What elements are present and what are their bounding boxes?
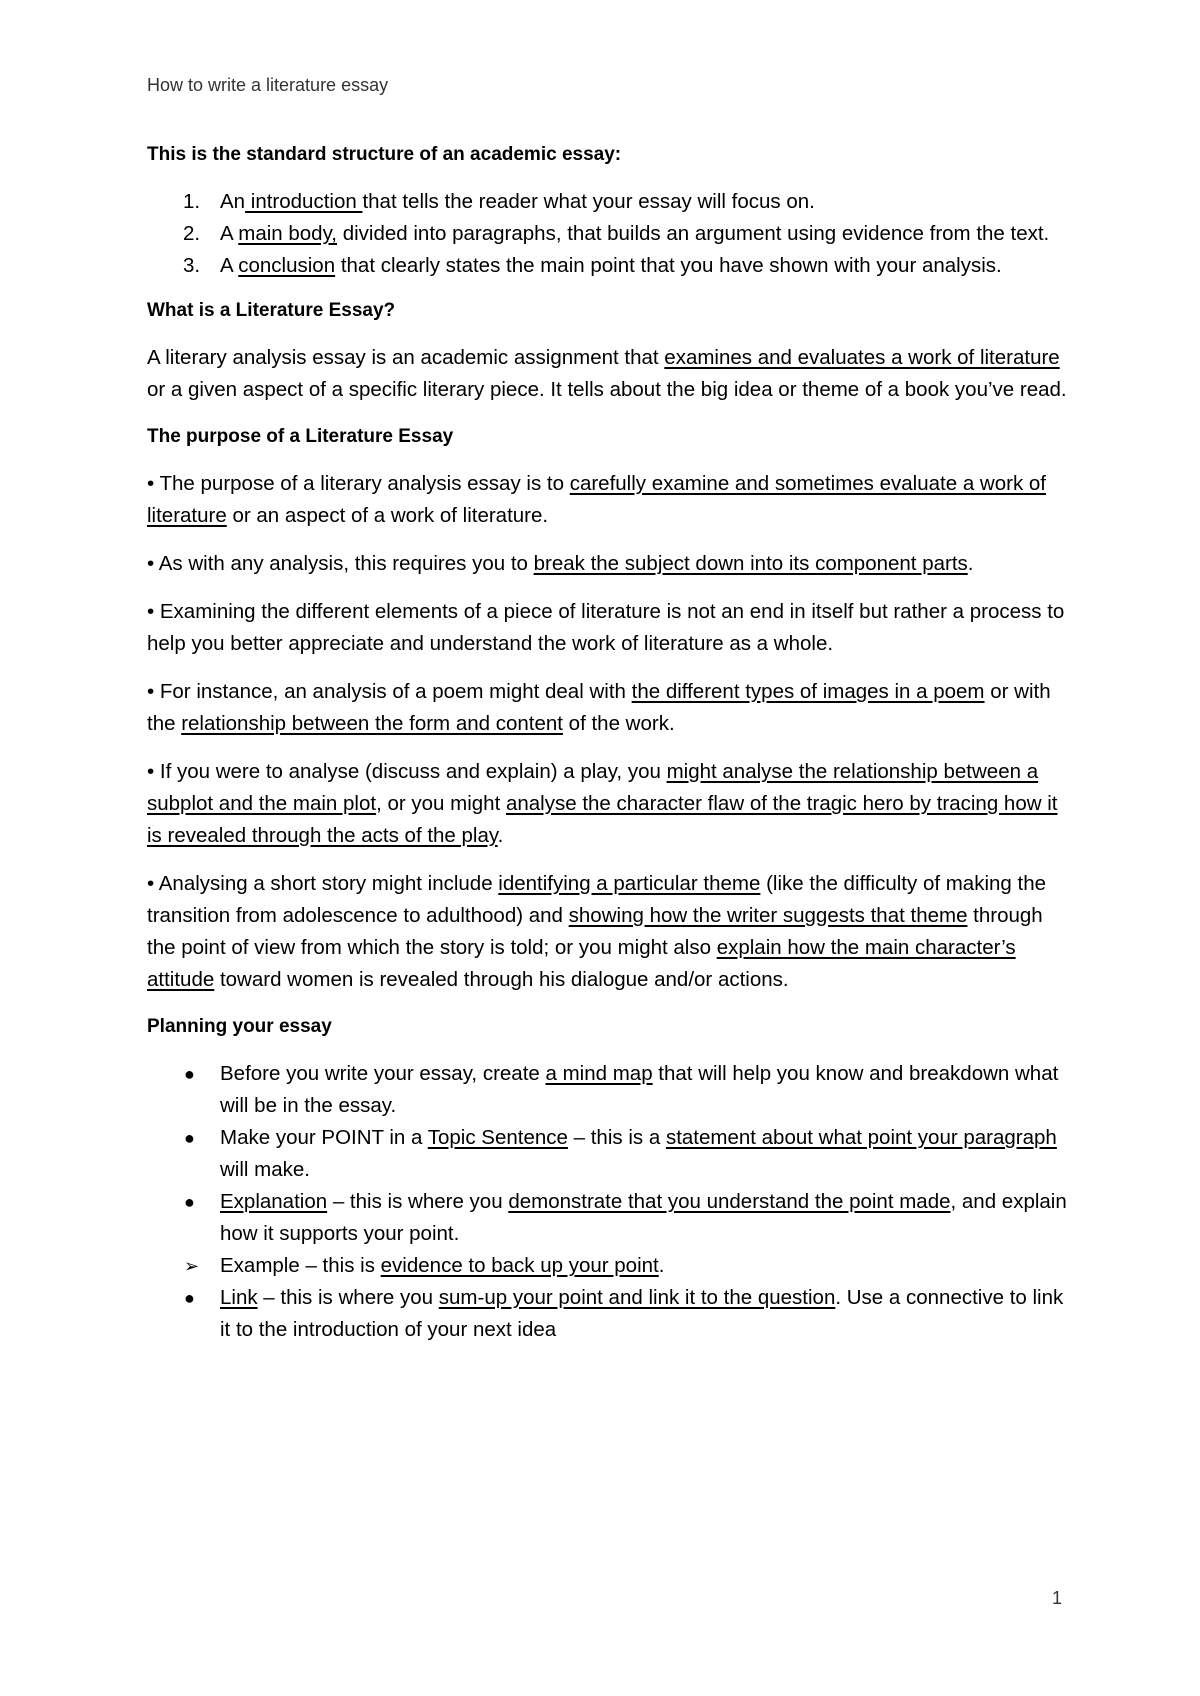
underlined-term: conclusion bbox=[238, 254, 336, 277]
underlined-phrase: Link bbox=[220, 1286, 258, 1309]
list-number: 3. bbox=[183, 254, 201, 277]
list-number: 1. bbox=[183, 190, 201, 213]
arrow-bullet-icon: ➢ bbox=[184, 1256, 200, 1276]
underlined-phrase: explain how the main character’s attitude bbox=[147, 936, 1016, 991]
underlined-phrase: identifying a particular theme bbox=[498, 872, 761, 895]
purpose-paragraph-1: • The purpose of a literary analysis essay is to carefully examine and sometimes evaluate a work of literature or an aspect of a work of literature. bbox=[147, 472, 1046, 527]
underlined-phrase: sum-up your point and link it to the question bbox=[438, 1286, 836, 1309]
underlined-phrase: showing how the writer suggests that theme bbox=[568, 904, 968, 927]
list-number: 2. bbox=[183, 222, 201, 245]
planning-item-explanation: ● Explanation – this is where you demonstrate that you understand the point made, and explain how it supports your point. bbox=[147, 1186, 1068, 1250]
underlined-phrase: examines and evaluates a work of literature bbox=[664, 346, 1060, 369]
underlined-phrase: Topic Sentence bbox=[427, 1126, 568, 1149]
what-is-paragraph: A literary analysis essay is an academic assignment that examines and evaluates a work of literature or a given aspect of a specific literary piece. It tells about the big idea or theme of a book you’ve read. bbox=[147, 346, 1067, 401]
underlined-phrase: demonstrate that you understand the point made bbox=[508, 1190, 951, 1213]
what-is-heading: What is a Literature Essay? bbox=[147, 300, 396, 321]
underlined-phrase: statement about what point your paragraph bbox=[665, 1126, 1057, 1149]
underlined-phrase: evidence to back up your point bbox=[380, 1254, 659, 1277]
page-number: 1 bbox=[1051, 1588, 1062, 1608]
purpose-paragraph-6: • Analysing a short story might include identifying a particular theme (like the difficulty of making the transition from adolescence to adulthood) and showing how the writer suggests that theme through the point of view from which the story is told; or you might also explain how the main character’s attitude toward women is revealed through his dialogue and/or actions. bbox=[147, 872, 1047, 991]
underlined-phrase: relationship between the form and content bbox=[181, 712, 563, 735]
bullet-icon: ● bbox=[184, 1064, 195, 1084]
purpose-paragraph-4: • For instance, an analysis of a poem might deal with the different types of images in a poem or with the relationship between the form and content of the work. bbox=[147, 680, 1051, 735]
planning-item-topic-sentence: ● Make your POINT in a Topic Sentence – this is a statement about what point your paragraph will make. bbox=[147, 1122, 1068, 1186]
underlined-term: main body, bbox=[238, 222, 338, 245]
purpose-paragraph-3: • Examining the different elements of a piece of literature is not an end in itself but rather a process to help you better appreciate and understand the work of literature as a whole. bbox=[147, 600, 1065, 655]
underlined-phrase: Explanation bbox=[220, 1190, 328, 1213]
planning-item-example: ➢ Example – this is evidence to back up your point. bbox=[147, 1250, 1068, 1282]
structure-item-conclusion: 3. A conclusion that clearly states the main point that you have shown with your analysis. bbox=[147, 250, 1068, 282]
underlined-term: introduction bbox=[245, 190, 363, 213]
bullet-icon: ● bbox=[184, 1192, 195, 1212]
structure-item-main-body: 2. A main body, divided into paragraphs, that builds an argument using evidence from the text. bbox=[147, 218, 1068, 250]
structure-item-introduction: 1. An introduction that tells the reader what your essay will focus on. bbox=[147, 186, 1068, 218]
purpose-paragraph-2: • As with any analysis, this requires you to break the subject down into its component parts. bbox=[147, 552, 974, 575]
bullet-icon: ● bbox=[184, 1288, 195, 1308]
underlined-phrase: carefully examine and sometimes evaluate a work of literature bbox=[147, 472, 1046, 527]
bullet-icon: ● bbox=[184, 1128, 195, 1148]
structure-heading: This is the standard structure of an academic essay: bbox=[147, 144, 622, 165]
underlined-phrase: the different types of images in a poem bbox=[631, 680, 985, 703]
planning-item-mind-map: ● Before you write your essay, create a mind map that will help you know and breakdown what will be in the essay. bbox=[147, 1058, 1068, 1122]
structure-list bbox=[147, 186, 1068, 282]
planning-list bbox=[147, 1058, 1068, 1346]
running-header: How to write a literature essay bbox=[147, 75, 389, 95]
underlined-phrase: a mind map bbox=[545, 1062, 653, 1085]
planning-item-link: ● Link – this is where you sum-up your point and link it to the question. Use a connective to link it to the introduction of your next idea bbox=[147, 1282, 1068, 1346]
purpose-paragraph-5: • If you were to analyse (discuss and explain) a play, you might analyse the relationship between a subplot and the main plot, or you might analyse the character flaw of the tragic hero by tracing how it is revealed through the acts of the play. bbox=[147, 760, 1058, 847]
planning-heading: Planning your essay bbox=[147, 1016, 332, 1037]
underlined-phrase: break the subject down into its component parts bbox=[533, 552, 968, 575]
underlined-phrase: might analyse the relationship between a subplot and the main plot bbox=[147, 760, 1039, 815]
underlined-phrase: analyse the character flaw of the tragic hero by tracing how it is revealed through the acts of the play bbox=[147, 792, 1058, 847]
purpose-heading: The purpose of a Literature Essay bbox=[147, 426, 454, 447]
